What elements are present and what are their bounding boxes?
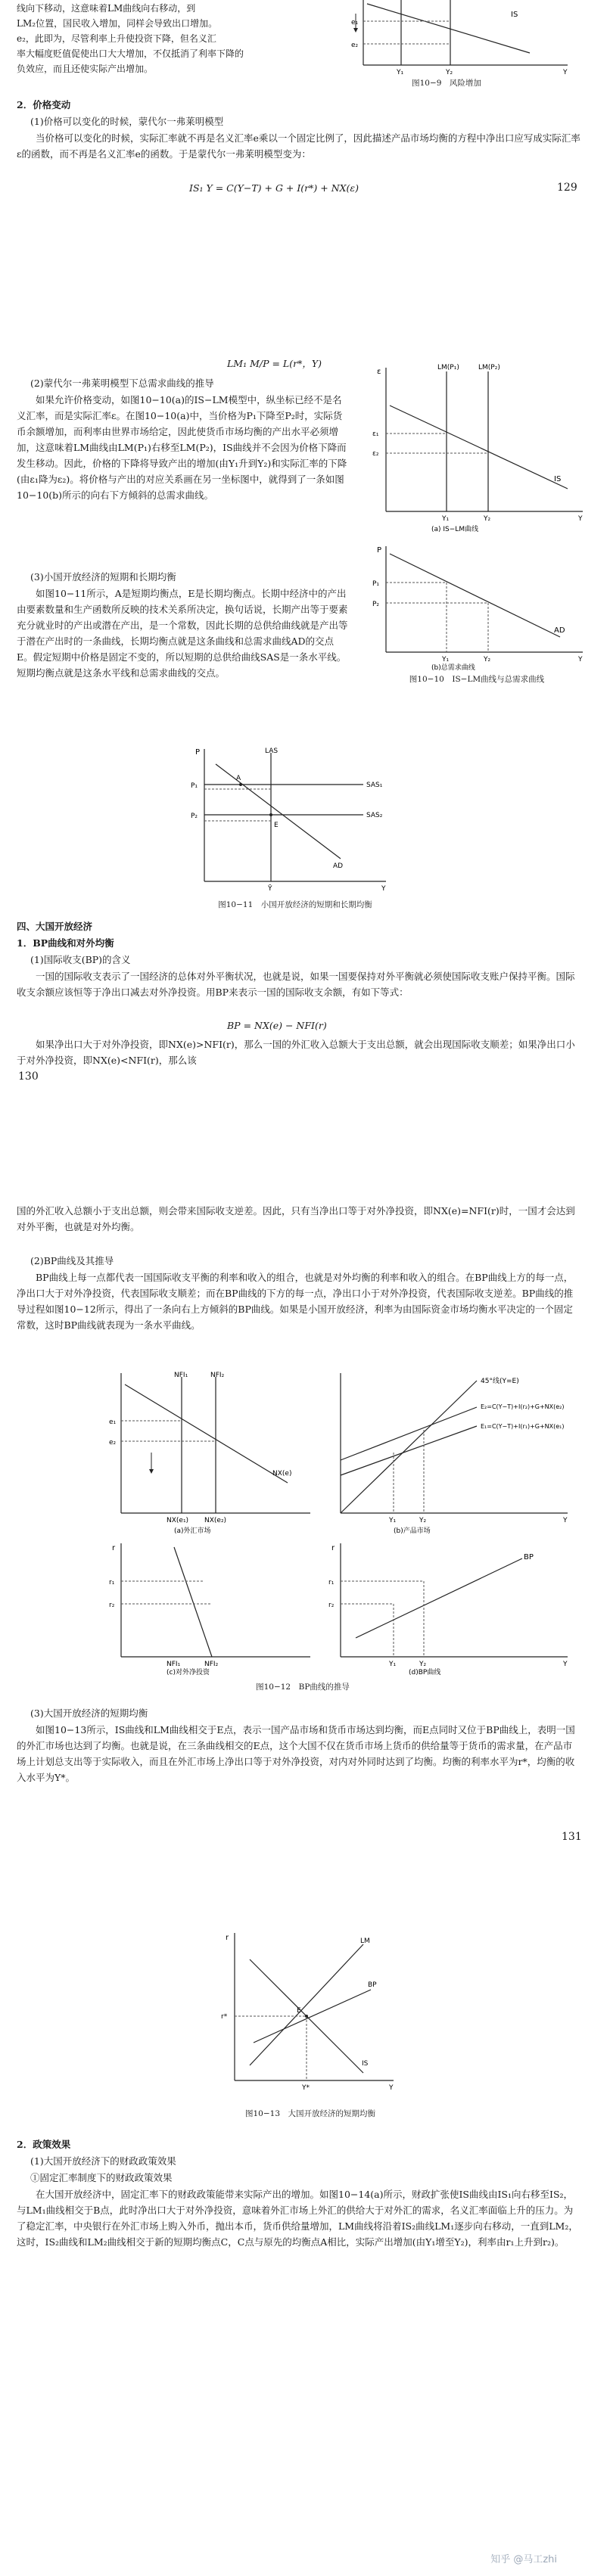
paragraph: BP曲线上每一点都代表一国国际收支平衡的利率和收入的组合，也就是对外均衡的利率和收入的组合。在BP曲线上方的每一点，净出口大于对外净投资，代表国际收支顺差；而在BP曲线的下方的每一点，净出口小于对外净投资，代表国际收支逆差。BP曲线的推导过程如图10−12所示，得出了一条向右上方倾斜的BP曲线。如果是小国开放经济，利率为由国际资金市场均衡水平决定的一个固定常数，这时BP曲线就表现为一条水平曲线。 bbox=[17, 1272, 574, 1331]
e1-line-label: E₁=C(Y−T)+I(r₁)+G+NX(e₁) bbox=[481, 1423, 565, 1430]
e1-label: e₁ bbox=[109, 1419, 117, 1426]
subheading: (2)蒙代尔一弗莱明模型下总需求曲线的推导 bbox=[30, 378, 214, 389]
figure-caption: 图10−9 风险增加 bbox=[412, 79, 481, 88]
y1-label: Y₁ bbox=[397, 69, 404, 76]
nfi2-label: NFI₂ bbox=[204, 1661, 219, 1668]
nx-label: NX(e) bbox=[272, 1470, 292, 1478]
nxe2-label: NX(e₂) bbox=[204, 1517, 227, 1524]
page-number: 129 bbox=[557, 182, 577, 194]
point-e: E bbox=[297, 2007, 301, 2015]
y-label: Y bbox=[389, 2084, 394, 2092]
subcaption: (a)外汇市场 bbox=[174, 1527, 211, 1535]
subcaption: (c)对外净投资 bbox=[167, 1669, 210, 1676]
p-label: P bbox=[195, 748, 201, 757]
y2-label: Y₂ bbox=[419, 1517, 427, 1524]
nfi1-label: NFI₁ bbox=[174, 1372, 188, 1379]
y-label: Y bbox=[563, 1661, 568, 1668]
nfi1-label: NFI₁ bbox=[167, 1661, 181, 1668]
l45-label: 45°线(Y=E) bbox=[481, 1378, 519, 1385]
eps-label: ε bbox=[377, 368, 381, 376]
sas1-label: SAS₁ bbox=[366, 782, 383, 789]
y-label: Y bbox=[578, 656, 583, 663]
r-label: r bbox=[226, 1934, 229, 1942]
y1-label: Y₁ bbox=[389, 1517, 397, 1524]
paragraph: 国的外汇收入总额小于支出总额，则会带来国际收支逆差。因此，只有当净出口等于对外净投资，即NX(e)=NFI(r)时，一国才会达到对外平衡，也就是对外均衡。 bbox=[17, 1205, 575, 1232]
figure-10-12a bbox=[91, 1369, 318, 1536]
sas2-label: SAS₂ bbox=[366, 812, 383, 819]
y2-label: Y₂ bbox=[484, 656, 491, 663]
ystar-label: Y* bbox=[302, 2084, 310, 2092]
y1-label: Y₁ bbox=[389, 1661, 397, 1668]
subheading: (2)BP曲线及其推导 bbox=[30, 1255, 114, 1266]
y2-label: Y₂ bbox=[446, 69, 453, 76]
e1-label: ε₁ bbox=[372, 430, 379, 438]
text-line: 率大幅度贬值促使出口大大增加，不仅抵消了利率下降的 bbox=[17, 48, 244, 59]
ybar-label: Ȳ bbox=[268, 885, 272, 893]
paragraph: 当价格可以变化的时候，实际汇率就不再是名义汇率e乘以一个固定比例了，因此描述产品市场均衡的方程中净出口应写成实际汇率ε的函数，而不再是名义汇率e的函数。于是蒙代尔一弗莱明模型变为： bbox=[17, 132, 580, 160]
paragraph: 在大国开放经济中，固定汇率下的财政政策能带来实际产出的增加。如图10−14(a)所示，财政扩张使IS曲线由IS₁向右移至IS₂，与LM₁曲线相交于B点，此时净出口大于对外净投资，意味着外汇市场上外汇的供给大于对外汇的需求，名义汇率面临上升的压力。为了稳定汇率，中央银行在外汇市场上购入外币，抛出本币，货币供给量增加，LM曲线将沿着IS₂曲线LM₁逐步向右移动，一直到LM₂，这时，IS₂曲线和LM₂曲线相交于新的短期均衡点C，C点与原先的均衡点A相比，实际产出增加(由Y₁增至Y₂)，利率由r₁上升到r₂)。 bbox=[17, 2189, 578, 2248]
e1-label: e₁ bbox=[351, 19, 359, 26]
y-label: Y bbox=[381, 885, 386, 893]
subheading: ①固定汇率制度下的财政政策效果 bbox=[30, 2172, 173, 2183]
y2-label: Y₂ bbox=[484, 515, 491, 523]
paragraph: 如图10−13所示，IS曲线和LM曲线相交于E点，表示一国产品市场和货币市场达到均衡，而E点同时又位于BP曲线上，表明一国的外汇市场也达到了均衡。也就是说，在三条曲线相交的E点，这个大国不仅在货币市场上货币的供给量等于货币的需求量，在产品市场上计划总支出等于实际收入，而且在外汇市场上净出口等于对外净投资，对内对外同时达到了均衡。均衡的利率水平为r*，均衡的收入水平为Y*。 bbox=[17, 1724, 575, 1783]
ad-label: AD bbox=[554, 626, 565, 635]
figure-caption: 图10−11 小国开放经济的短期和长期均衡 bbox=[218, 900, 372, 909]
subheading: (3)小国开放经济的短期和长期均衡 bbox=[30, 571, 176, 583]
e2-label: e₂ bbox=[109, 1439, 117, 1446]
subcaption: (a) IS−LM曲线 bbox=[431, 526, 479, 533]
heading-price-change: 2．价格变动 bbox=[17, 99, 71, 110]
r1-label: r₁ bbox=[109, 1579, 115, 1586]
page-number: 130 bbox=[18, 1070, 39, 1083]
p2-label: P₂ bbox=[372, 601, 380, 608]
p1-label: P₁ bbox=[372, 580, 380, 588]
equation-bp: BP = NX(e) − NFI(r) bbox=[227, 1020, 327, 1031]
y1-label: Y₁ bbox=[442, 656, 450, 663]
figure-10-12c bbox=[91, 1540, 318, 1676]
p-label: P bbox=[377, 546, 382, 555]
text-line: 负效应，而且还使实际产出增加。 bbox=[17, 64, 154, 74]
subcaption: (d)BP曲线 bbox=[409, 1669, 441, 1676]
subheading: (1)国际收支(BP)的含义 bbox=[30, 954, 131, 965]
ad-label: AD bbox=[333, 862, 344, 870]
subcaption: (b)产品市场 bbox=[394, 1527, 431, 1535]
figure-caption: 图10−12 BP曲线的推导 bbox=[256, 1683, 350, 1692]
subcaption: (b)总需求曲线 bbox=[431, 664, 475, 671]
is-label: IS bbox=[511, 11, 518, 19]
paragraph: 一国的国际收支表示了一国经济的总体对外平衡状况，也就是说，如果一国要保持对外平衡就必须使国际收支账户保持平衡。国际收支余额应该恒等于净出口减去对外净投资。用BP来表示一国的国际收支余额，有如下等式： bbox=[17, 971, 575, 998]
rstar-label: r* bbox=[221, 2013, 228, 2021]
point-e: E bbox=[274, 822, 279, 829]
text-line: e₂，此即为，尽管利率上升使投资下降，但名义汇 bbox=[17, 33, 216, 44]
e2-label: ε₂ bbox=[372, 450, 379, 458]
y-label: Y bbox=[578, 515, 583, 523]
figure-10-9 bbox=[348, 0, 575, 83]
figure-10-11 bbox=[182, 745, 394, 893]
bp-label: BP bbox=[524, 1553, 534, 1561]
las-label: LAS bbox=[265, 747, 279, 755]
figure-caption: 图10−13 大国开放经济的短期均衡 bbox=[244, 2109, 376, 2118]
e2-line-label: E₂=C(Y−T)+I(r₂)+G+NX(e₂) bbox=[481, 1403, 565, 1410]
paragraph: 如果净出口大于对外净投资，即NX(e)>NFI(r)，那么一国的外汇收入总额大于支出总额，就会出现国际收支顺差；如果净出口小于对外净投资，即NX(e)<NFI(r)，那么该 bbox=[17, 1039, 575, 1066]
page-gap bbox=[0, 227, 610, 340]
text-line: LM₂位置，国民收入增加，同样会导致出口增加。 bbox=[17, 18, 218, 29]
figure-10-12d bbox=[325, 1540, 575, 1676]
subheading: (1)大国开放经济下的财政政策效果 bbox=[30, 2155, 176, 2167]
heading-bp: 1．BP曲线和对外均衡 bbox=[17, 937, 114, 949]
section-heading: 四、大国开放经济 bbox=[17, 921, 93, 932]
paragraph: 如果允许价格变动，如图10−10(a)的IS−LM模型中，纵坐标已经不是名义汇率，而是实际汇率ε。在图10−10(a)中，当价格为P₁下降至P₂时，实际货币余额增加，而利率由世界市场给定，因此使货币市场均衡的产出水平必须增加，这意味着LM曲线由LM(P₁)右移至LM(P₂)，IS曲线并不会因为价格下降而发生移动。因此，价格的下降将导致产出的增加(由Y₁升到Y₂)和实际汇率的下降(由ε₁降为ε₂)。将价格与产出的对应关系画在另一坐标图中，就得到了一条如图10−10(b)所示的向右下方倾斜的总需求曲线。 bbox=[17, 394, 347, 501]
page-number: 131 bbox=[562, 1831, 582, 1843]
bp-label: BP bbox=[368, 1981, 377, 1989]
point-a: A bbox=[236, 775, 241, 782]
subheading: (3)大国开放经济的短期均衡 bbox=[30, 1707, 148, 1719]
subheading: (1)价格可以变化的时候，蒙代尔一弗莱明模型 bbox=[30, 116, 224, 127]
is-label: IS bbox=[554, 475, 562, 483]
paragraph: 如图10−11所示，A是短期均衡点，E是长期均衡点。长期中经济中的产出由要素数量和生产函数所反映的技术关系所决定，换句话说，长期产出等于要素充分就业时的产出或潜在产出，是一个常数，因此长期的总供给曲线就是产出等于潜在产出时的一条曲线，长期均衡点就是这条曲线和总需求曲线AD的交点E。假定短期中价格是固定不变的，所以短期的总供给曲线SAS是一条水平线。短期均衡点就是这条水平线和总需求曲线的交点。 bbox=[17, 588, 348, 679]
y-label: Y bbox=[563, 1517, 568, 1524]
heading-policy: 2．政策效果 bbox=[17, 2139, 71, 2150]
p2-label: P₂ bbox=[191, 813, 198, 820]
r2-label: r₂ bbox=[328, 1602, 335, 1609]
y2-label: Y₂ bbox=[419, 1661, 427, 1668]
r2-label: r₂ bbox=[109, 1602, 115, 1609]
figure-10-10b bbox=[356, 539, 590, 671]
lm1-label: LM(P₁) bbox=[437, 364, 459, 371]
y1-label: Y₁ bbox=[442, 515, 450, 523]
figure-10-10a bbox=[356, 360, 590, 534]
y-label: Y bbox=[563, 69, 568, 76]
nxe1-label: NX(e₁) bbox=[167, 1517, 189, 1524]
r1-label: r₁ bbox=[328, 1579, 335, 1586]
lm2-label: LM(P₂) bbox=[478, 364, 500, 371]
lm-label: LM bbox=[360, 1937, 370, 1945]
equation-lm: LM₁ M/P = L(r*，Y) bbox=[227, 358, 322, 369]
watermark: 知乎 @马工zhi bbox=[490, 2554, 557, 2565]
figure-caption: 图10−10 IS−LM曲线与总需求曲线 bbox=[409, 675, 545, 684]
e2-label: e₂ bbox=[351, 42, 359, 49]
figure-10-13 bbox=[212, 1929, 401, 2096]
text-line: 线向下移动，这意味着LM曲线向右移动，到 bbox=[17, 3, 196, 14]
r-label: r bbox=[331, 1544, 335, 1552]
is-label: IS bbox=[362, 2060, 369, 2068]
equation-is: IS₁ Y = C(Y−T) + G + I(r*) + NX(ε) bbox=[189, 182, 359, 194]
figure-10-12b bbox=[325, 1369, 575, 1536]
r-label: r bbox=[112, 1544, 116, 1552]
p1-label: P₁ bbox=[191, 782, 198, 790]
nfi2-label: NFI₂ bbox=[210, 1372, 225, 1379]
